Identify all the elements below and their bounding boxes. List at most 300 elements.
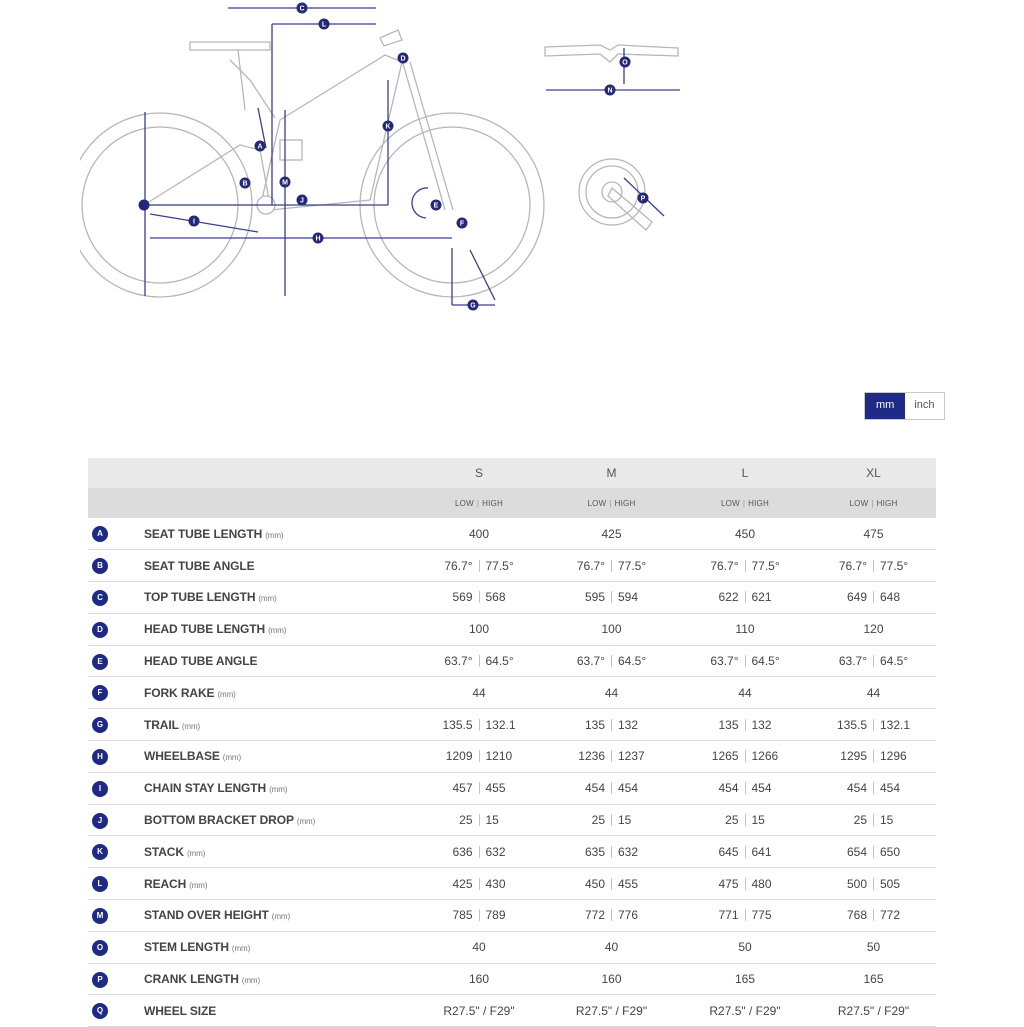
value-divider <box>745 814 746 826</box>
label-j <box>297 195 308 206</box>
low-value: 454 <box>846 781 867 796</box>
high-value: 1237 <box>618 749 645 764</box>
single-value: 50 <box>738 940 752 955</box>
row-letter-badge: O <box>92 940 108 956</box>
value-cell <box>679 868 811 900</box>
row-unit: (mm) <box>189 880 208 890</box>
label-i <box>189 216 200 227</box>
svg-text:C: C <box>299 5 305 13</box>
row-unit: (mm) <box>269 785 288 795</box>
low-value: 622 <box>718 590 739 605</box>
low-high-header: LOW | HIGH <box>455 498 503 508</box>
svg-text:A: A <box>257 143 263 151</box>
single-value: R27.5" / F29" <box>443 1003 515 1018</box>
high-value: 64.5° <box>880 654 909 669</box>
value-cell <box>811 741 936 773</box>
value-cell <box>544 900 679 932</box>
low-high-header-row <box>88 488 936 518</box>
value-cell <box>679 931 811 963</box>
single-value: 425 <box>601 526 622 541</box>
high-value: 132.1 <box>485 717 516 732</box>
high-value: 15 <box>485 813 499 828</box>
table-row <box>88 931 936 963</box>
label-e <box>431 200 442 211</box>
value-cell <box>679 995 811 1027</box>
row-label: STACK <box>144 844 184 859</box>
value-cell <box>811 550 936 582</box>
low-value: 25 <box>725 813 739 828</box>
value-cell <box>544 995 679 1027</box>
value-divider <box>745 655 746 667</box>
value-divider <box>745 750 746 762</box>
low-value: 772 <box>584 908 605 923</box>
label-g <box>468 300 479 311</box>
value-cell <box>811 804 936 836</box>
value-cell <box>544 677 679 709</box>
value-divider <box>873 655 874 667</box>
value-cell <box>544 645 679 677</box>
bike-geometry-diagram <box>80 0 700 320</box>
svg-text:I: I <box>193 218 195 226</box>
value-divider <box>873 846 874 858</box>
low-value: 25 <box>853 813 867 828</box>
high-value: 77.5° <box>880 558 909 573</box>
high-value: 132 <box>618 717 639 732</box>
low-value: 135 <box>718 717 739 732</box>
value-cell <box>544 931 679 963</box>
low-value: 635 <box>584 844 605 859</box>
value-cell <box>414 963 544 995</box>
low-value: 1236 <box>578 749 605 764</box>
unit-inch-button[interactable]: inch <box>905 393 943 419</box>
value-cell <box>811 677 936 709</box>
value-divider <box>611 560 612 572</box>
high-value: 64.5° <box>485 654 514 669</box>
value-divider <box>611 655 612 667</box>
svg-text:M: M <box>282 179 288 187</box>
table-row <box>88 772 936 804</box>
high-value: 772 <box>880 908 901 923</box>
low-value: 25 <box>591 813 605 828</box>
svg-text:P: P <box>640 195 646 203</box>
table-row <box>88 868 936 900</box>
high-value: 775 <box>751 908 772 923</box>
single-value: 44 <box>738 685 752 700</box>
table-row <box>88 836 936 868</box>
row-label: TRAIL <box>144 717 179 732</box>
svg-text:F: F <box>459 220 465 228</box>
row-unit: (mm) <box>181 721 201 731</box>
high-value: 641 <box>751 844 772 859</box>
value-divider <box>479 909 480 921</box>
diagram-labels <box>139 3 649 311</box>
value-cell <box>544 613 679 645</box>
low-value: 569 <box>452 590 473 605</box>
low-value: 135 <box>584 717 605 732</box>
value-cell <box>679 677 811 709</box>
low-value: 76.7° <box>444 558 473 573</box>
high-value: 454 <box>751 781 772 796</box>
low-value: 768 <box>846 908 867 923</box>
value-cell <box>544 709 679 741</box>
value-cell <box>811 645 936 677</box>
single-value: 44 <box>472 685 486 700</box>
table-row <box>88 518 936 550</box>
label-f <box>457 218 468 229</box>
row-letter-badge: I <box>92 781 108 797</box>
row-letter-badge: F <box>92 685 108 701</box>
value-divider <box>745 909 746 921</box>
value-cell <box>544 868 679 900</box>
single-value: 400 <box>468 526 490 541</box>
single-value: R27.5" / F29" <box>837 1003 910 1018</box>
single-value: 100 <box>468 622 490 637</box>
single-value: 50 <box>866 940 881 955</box>
value-cell <box>544 582 679 614</box>
high-value: 455 <box>485 781 506 796</box>
svg-text:K: K <box>385 123 391 131</box>
table-row <box>88 804 936 836</box>
value-cell <box>811 613 936 645</box>
low-value: 425 <box>452 876 473 891</box>
value-cell <box>414 868 544 900</box>
value-cell <box>679 709 811 741</box>
value-cell <box>679 645 811 677</box>
table-row <box>88 645 936 677</box>
single-value: 160 <box>601 972 622 987</box>
value-divider <box>611 846 612 858</box>
high-value: 505 <box>880 876 901 891</box>
single-value: 100 <box>601 622 622 637</box>
high-value: 454 <box>880 781 901 796</box>
value-cell <box>544 836 679 868</box>
value-divider <box>873 560 874 572</box>
value-cell <box>679 550 811 582</box>
table-row <box>88 741 936 773</box>
table-row <box>88 677 936 709</box>
value-cell <box>811 582 936 614</box>
row-label: STAND OVER HEIGHT <box>144 908 269 923</box>
table-row <box>88 963 936 995</box>
label-b <box>240 178 251 189</box>
row-unit: (mm) <box>222 753 242 763</box>
low-value: 595 <box>584 590 605 605</box>
row-unit: (mm) <box>217 689 236 699</box>
value-divider <box>611 719 612 731</box>
high-value: 632 <box>485 844 506 859</box>
table-row <box>88 995 936 1027</box>
value-divider <box>873 878 874 890</box>
label-n <box>605 85 616 96</box>
high-value: 480 <box>751 876 772 891</box>
low-value: 771 <box>718 908 739 923</box>
value-divider <box>745 846 746 858</box>
table-row <box>88 582 936 614</box>
value-cell <box>544 804 679 836</box>
row-label: FORK RAKE <box>144 685 215 700</box>
low-value: 76.7° <box>576 558 605 573</box>
value-cell <box>679 518 811 550</box>
single-value: 40 <box>604 940 619 955</box>
high-value: 15 <box>880 813 894 828</box>
single-value: R27.5" / F29" <box>575 1003 648 1018</box>
row-label: REACH <box>144 876 187 891</box>
value-cell <box>679 836 811 868</box>
row-letter-badge: A <box>92 526 108 542</box>
size-s-header: S <box>474 466 483 480</box>
low-high-header: LOW | HIGH <box>849 498 898 508</box>
value-cell <box>679 963 811 995</box>
table-row <box>88 613 936 645</box>
row-label: CRANK LENGTH <box>144 972 239 987</box>
value-cell <box>414 741 544 773</box>
crankset <box>579 159 664 230</box>
high-value: 132.1 <box>880 717 911 732</box>
single-value: 165 <box>863 972 884 987</box>
row-letter-badge: M <box>92 908 108 924</box>
single-value: 40 <box>472 940 486 955</box>
value-cell <box>811 900 936 932</box>
row-unit: (mm) <box>296 817 316 827</box>
row-unit: (mm) <box>268 626 287 636</box>
value-divider <box>873 719 874 731</box>
value-cell <box>679 804 811 836</box>
geometry-table-body <box>88 518 936 1027</box>
value-cell <box>679 900 811 932</box>
value-cell <box>811 931 936 963</box>
single-value: 475 <box>863 526 884 541</box>
value-cell <box>679 741 811 773</box>
low-value: 63.7° <box>576 654 605 669</box>
table-row <box>88 709 936 741</box>
value-cell <box>414 709 544 741</box>
low-value: 649 <box>846 590 867 605</box>
geometry-table <box>88 458 936 1027</box>
value-cell <box>414 804 544 836</box>
label-rear-axle <box>139 200 150 211</box>
value-divider <box>745 782 746 794</box>
label-c <box>297 3 308 14</box>
measurement-lines <box>145 5 495 305</box>
value-cell <box>811 868 936 900</box>
size-m-header: M <box>606 466 617 480</box>
value-divider <box>873 750 874 762</box>
value-divider <box>873 782 874 794</box>
value-divider <box>745 560 746 572</box>
value-divider <box>745 878 746 890</box>
value-cell <box>414 931 544 963</box>
row-unit: (mm) <box>241 976 261 986</box>
value-cell <box>414 995 544 1027</box>
high-value: 776 <box>618 908 639 923</box>
label-m <box>280 177 291 188</box>
value-divider <box>611 591 612 603</box>
row-letter-badge: B <box>92 558 108 574</box>
unit-mm-button[interactable]: mm <box>865 393 905 419</box>
row-label: WHEELBASE <box>144 749 220 764</box>
single-value: 44 <box>866 685 881 700</box>
table-row <box>88 900 936 932</box>
row-letter-badge: D <box>92 622 108 638</box>
low-value: 76.7° <box>710 558 739 573</box>
value-cell <box>414 772 544 804</box>
svg-text:G: G <box>470 302 476 310</box>
value-divider <box>479 846 480 858</box>
row-unit: (mm) <box>265 530 284 540</box>
svg-text:O: O <box>622 59 628 67</box>
high-value: 15 <box>751 813 765 828</box>
row-label: SEAT TUBE ANGLE <box>144 558 255 573</box>
high-value: 430 <box>485 876 506 891</box>
high-value: 1266 <box>751 749 779 764</box>
label-p <box>638 193 649 204</box>
low-value: 454 <box>584 781 605 796</box>
row-letter-badge: E <box>92 654 108 670</box>
low-value: 1265 <box>711 749 739 764</box>
label-d <box>398 53 409 64</box>
low-value: 645 <box>718 844 739 859</box>
value-divider <box>745 719 746 731</box>
row-label: BOTTOM BRACKET DROP <box>144 813 294 828</box>
table-row <box>88 550 936 582</box>
low-high-header: LOW | HIGH <box>721 498 769 508</box>
row-label: STEM LENGTH <box>144 940 229 955</box>
value-cell <box>811 772 936 804</box>
high-value: 64.5° <box>618 654 647 669</box>
size-xl-header: XL <box>866 466 881 480</box>
low-value: 63.7° <box>444 654 473 669</box>
row-label: HEAD TUBE LENGTH <box>144 622 266 637</box>
high-value: 455 <box>618 876 639 891</box>
value-cell <box>414 645 544 677</box>
row-unit: (mm) <box>271 912 291 922</box>
row-letter-badge: K <box>92 844 108 860</box>
single-value: 160 <box>468 972 490 987</box>
high-value: 648 <box>880 590 901 605</box>
single-value: 44 <box>604 685 619 700</box>
value-divider <box>873 814 874 826</box>
value-cell <box>414 677 544 709</box>
value-divider <box>479 560 480 572</box>
high-value: 621 <box>751 590 772 605</box>
low-value: 1295 <box>840 749 867 764</box>
value-divider <box>611 814 612 826</box>
single-value: 165 <box>734 972 756 987</box>
value-cell <box>414 582 544 614</box>
handlebar-top-view <box>545 45 680 90</box>
row-unit: (mm) <box>231 944 251 954</box>
row-letter-badge: H <box>92 749 108 765</box>
low-value: 475 <box>718 876 739 891</box>
svg-text:D: D <box>400 55 406 63</box>
size-header-row <box>88 458 936 488</box>
value-cell <box>544 772 679 804</box>
row-letter-badge: L <box>92 876 108 892</box>
low-high-header: LOW | HIGH <box>587 498 636 508</box>
row-unit: (mm) <box>186 848 206 858</box>
row-label: WHEEL SIZE <box>144 1003 217 1018</box>
low-value: 63.7° <box>710 654 739 669</box>
high-value: 132 <box>751 717 772 732</box>
value-divider <box>479 591 480 603</box>
label-a <box>255 141 266 152</box>
unit-toggle <box>864 392 945 420</box>
row-letter-badge: C <box>92 590 108 606</box>
low-value: 76.7° <box>838 558 867 573</box>
value-divider <box>479 655 480 667</box>
single-value: 110 <box>735 622 755 637</box>
value-divider <box>479 782 480 794</box>
low-value: 25 <box>459 813 473 828</box>
value-cell <box>544 741 679 773</box>
value-cell <box>414 900 544 932</box>
high-value: 789 <box>485 908 506 923</box>
value-cell <box>811 518 936 550</box>
value-cell <box>414 613 544 645</box>
value-divider <box>479 750 480 762</box>
high-value: 1296 <box>880 749 907 764</box>
label-l <box>319 19 330 30</box>
value-divider <box>611 782 612 794</box>
low-value: 636 <box>452 844 473 859</box>
value-divider <box>873 591 874 603</box>
svg-text:E: E <box>433 202 439 210</box>
single-value: 450 <box>734 526 756 541</box>
svg-text:N: N <box>607 87 613 95</box>
value-divider <box>479 878 480 890</box>
high-value: 568 <box>485 590 506 605</box>
value-cell <box>414 518 544 550</box>
low-value: 450 <box>584 876 605 891</box>
high-value: 77.5° <box>485 558 514 573</box>
row-label: CHAIN STAY LENGTH <box>144 781 267 796</box>
value-divider <box>479 719 480 731</box>
low-value: 1209 <box>445 749 473 764</box>
high-value: 77.5° <box>751 558 780 573</box>
value-cell <box>811 995 936 1027</box>
low-value: 454 <box>718 781 739 796</box>
low-value: 135.5 <box>836 717 867 732</box>
low-value: 500 <box>846 876 867 891</box>
label-o <box>620 57 631 68</box>
size-l-header: L <box>741 466 749 480</box>
value-cell <box>811 709 936 741</box>
high-value: 454 <box>618 781 639 796</box>
value-cell <box>679 613 811 645</box>
high-value: 632 <box>618 844 639 859</box>
single-value: 120 <box>863 622 884 637</box>
value-cell <box>679 772 811 804</box>
svg-text:J: J <box>300 197 304 205</box>
label-k <box>383 121 394 132</box>
single-value: R27.5" / F29" <box>709 1003 781 1018</box>
value-cell <box>544 550 679 582</box>
high-value: 77.5° <box>618 558 647 573</box>
high-value: 594 <box>618 590 639 605</box>
label-h <box>313 233 324 244</box>
value-divider <box>611 909 612 921</box>
row-letter-badge: P <box>92 972 108 988</box>
value-divider <box>611 878 612 890</box>
high-value: 15 <box>618 813 632 828</box>
value-cell <box>544 518 679 550</box>
low-value: 63.7° <box>838 654 867 669</box>
svg-text:L: L <box>321 21 327 29</box>
row-unit: (mm) <box>258 594 277 604</box>
value-cell <box>679 582 811 614</box>
high-value: 64.5° <box>751 654 780 669</box>
svg-text:B: B <box>242 180 248 188</box>
